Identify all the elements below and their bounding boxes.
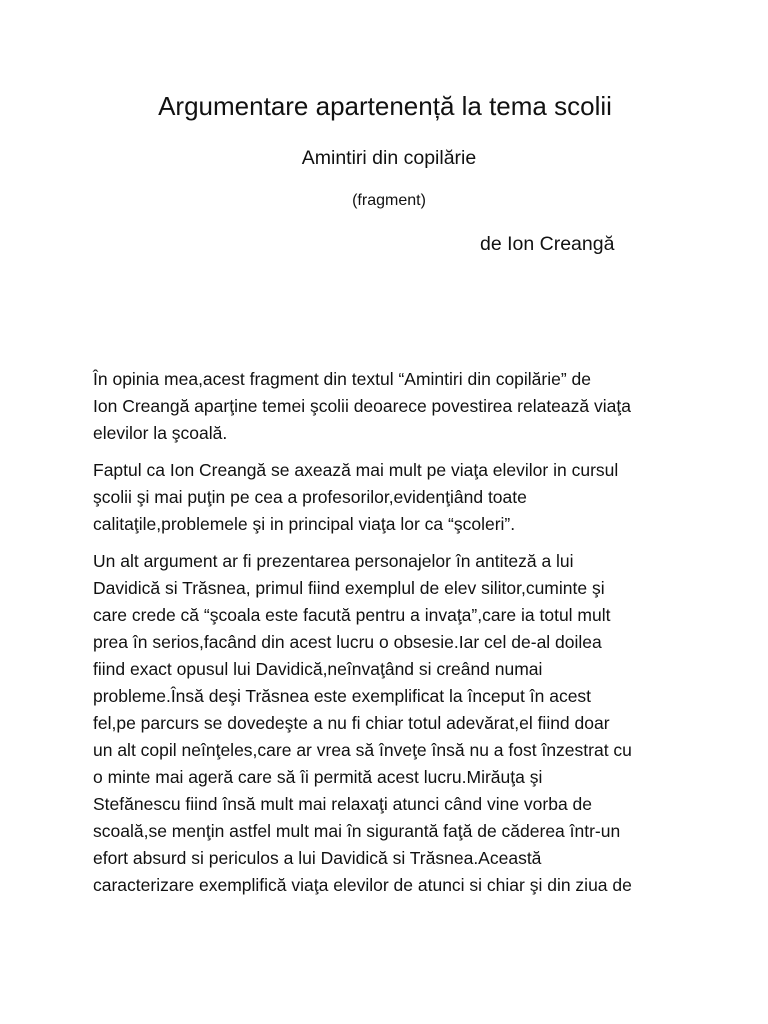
paragraph-line: şcolii şi mai puţin pe cea a profesorilor,evidenţiând toate	[93, 487, 527, 507]
paragraph-line: Un alt argument ar fi prezentarea personajelor în antiteză a lui	[93, 551, 574, 571]
fragment-note: (fragment)	[352, 192, 426, 209]
paragraph-line: prea în serios,facând din acest lucru o obsesie.Iar cel de-al doilea	[93, 632, 602, 652]
paragraph-line: un alt copil neînţeles,care ar vrea să înveţe însă nu a fost înzestrat cu	[93, 740, 632, 760]
document-title: Argumentare apartenență la tema scolii	[158, 91, 612, 121]
paragraph-line: Davidică si Trăsnea, primul fiind exemplul de elev silitor,cuminte şi	[93, 578, 605, 598]
paragraph-line: scoală,se menţin astfel mult mai în sigurantă faţă de căderea într-un	[93, 821, 621, 841]
paragraph-line: fel,pe parcurs se dovedeşte a nu fi chiar totul adevărat,el fiind doar	[93, 713, 610, 733]
paragraph-line: Faptul ca Ion Creangă se axează mai mult pe viaţa elevilor in cursul	[93, 460, 619, 480]
paragraph	[93, 548, 693, 899]
document-subtitle: Amintiri din copilărie	[301, 147, 477, 169]
paragraph	[93, 366, 693, 447]
paragraph-line: efort absurd si periculos a lui Davidică si Trăsnea.Această	[93, 848, 542, 868]
paragraph-line: care crede că “şcoala este facută pentru a invaţa”,care ia totul mult	[93, 605, 611, 625]
paragraph-line: Stefănescu fiind însă mult mai relaxaţi atunci când vine vorba de	[93, 794, 593, 814]
paragraph-line: elevilor la şcoală.	[93, 423, 228, 443]
paragraph-line: fiind exact opusul lui Davidică,neînvaţând si creând numai	[93, 659, 543, 679]
author-line: de Ion Creangă	[480, 233, 615, 255]
paragraph-line: caracterizare exemplifică viaţa elevilor de atunci si chiar şi din ziua de	[93, 875, 632, 895]
paragraph-line: Ion Creangă aparţine temei şcolii deoarece povestirea relatează viaţa	[93, 396, 631, 416]
body-text	[93, 366, 693, 909]
paragraph-line: probleme.Însă deşi Trăsnea este exemplificat la început în acest	[93, 686, 592, 706]
paragraph-line: calitaţile,problemele şi in principal viaţa lor ca “şcoleri”.	[93, 514, 516, 534]
paragraph	[93, 457, 693, 538]
paragraph-line: o minte mai ageră care să îi permită acest lucru.Mirăuţa şi	[93, 767, 543, 787]
paragraph-line: În opinia mea,acest fragment din textul “Amintiri din copilărie” de	[93, 369, 592, 389]
